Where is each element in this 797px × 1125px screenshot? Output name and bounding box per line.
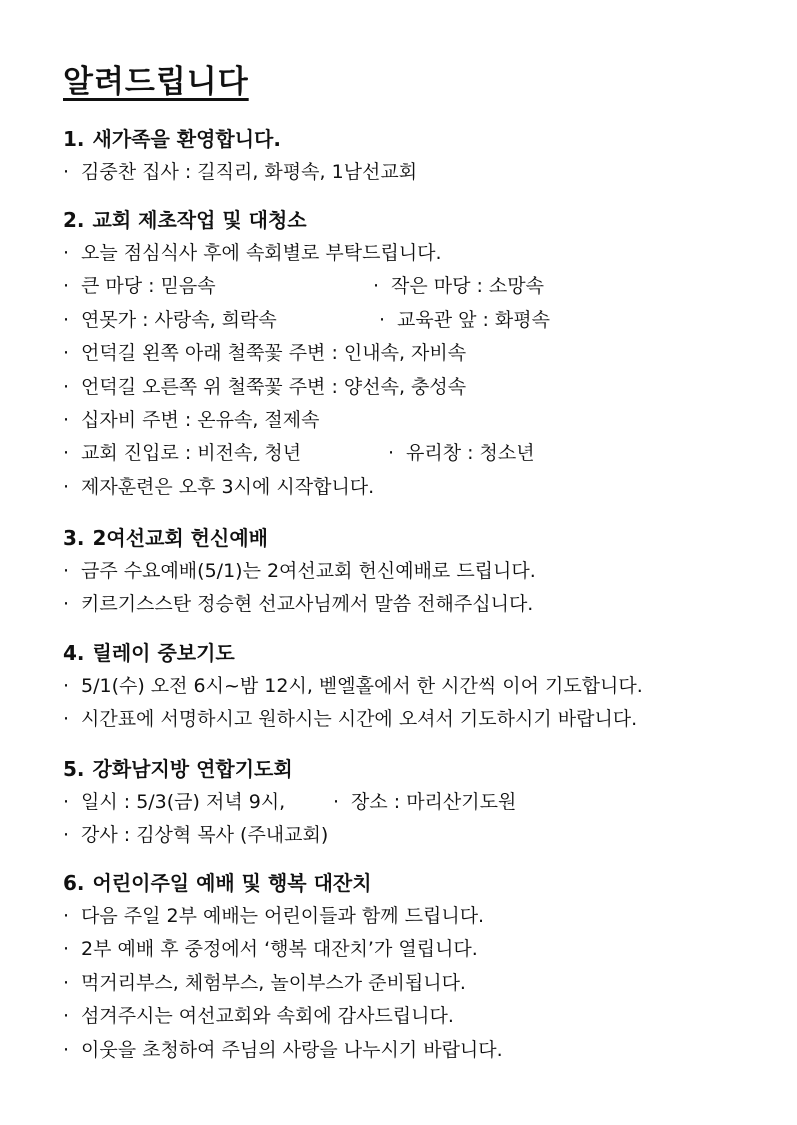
item-text: 언덕길 왼쪽 아래 철쭉꽃 주변 : 인내속, 자비속 (81, 342, 467, 365)
bullet-dot: · (63, 242, 70, 264)
section-number: 4. (63, 641, 85, 665)
item-text: 시간표에 서명하시고 원하시는 시간에 오셔서 기도하시기 바랍니다. (81, 708, 638, 731)
list-item (63, 404, 763, 437)
item-text: 큰 마당 : 믿음속 (81, 275, 216, 298)
section-number: 2. (63, 208, 85, 232)
item-second-column (379, 304, 550, 337)
section-cleanup (63, 203, 763, 504)
bullet-dot: · (63, 161, 70, 183)
list-item (63, 371, 763, 404)
list-item (63, 1000, 763, 1033)
section-heading (63, 122, 763, 156)
item-text: 키르기스스탄 정승현 선교사님께서 말씀 전해주십니다. (81, 593, 534, 616)
bullet-dot: · (63, 560, 70, 582)
page-title: 알려드립니다 (63, 64, 249, 100)
section-heading (63, 752, 763, 786)
section-title: 강화남지방 연합기도회 (92, 757, 293, 781)
list-item (63, 1034, 763, 1067)
list-item (63, 555, 763, 588)
bullet-dot: · (63, 708, 70, 731)
bullet-dot: · (63, 791, 70, 813)
bullet-dot: · (63, 342, 70, 365)
section-heading (63, 203, 763, 237)
bullet-dot: · (63, 675, 70, 697)
item-text: 제자훈련은 오후 3시에 시작합니다. (81, 475, 375, 498)
list-item (63, 237, 763, 270)
list-item (63, 670, 763, 703)
item-text: 다음 주일 2부 예배는 어린이들과 함께 드립니다. (81, 905, 485, 927)
section-number: 3. (63, 526, 85, 550)
bullet-dot: · (63, 442, 70, 465)
item-second-column (333, 786, 516, 819)
bullet-dot: · (63, 938, 70, 961)
bullet-dot: · (63, 905, 70, 927)
bullet-dot: · (373, 275, 380, 298)
bullet-dot: · (333, 791, 340, 813)
bullet-dot: · (63, 593, 70, 616)
item-text: 강사 : 김상혁 목사 (주내교회) (81, 824, 329, 847)
section-joint-prayer-meeting (63, 752, 763, 853)
bullet-dot: · (63, 971, 70, 994)
section-relay-prayer (63, 636, 763, 737)
list-item (63, 304, 763, 337)
bullet-dot: · (63, 824, 70, 847)
item-text: 작은 마당 : 소망속 (391, 275, 544, 298)
bullet-dot: · (63, 308, 70, 331)
section-title: 릴레이 중보기도 (92, 641, 235, 665)
item-text: 교회 진입로 : 비전속, 청년 (81, 442, 302, 465)
bullet-dot: · (63, 475, 70, 498)
list-item (63, 900, 763, 933)
item-text: 십자비 주변 : 온유속, 절제속 (81, 408, 320, 431)
item-text: 금주 수요예배(5/1)는 2여선교회 헌신예배로 드립니다. (81, 560, 536, 582)
bullet-dot: · (63, 1038, 70, 1061)
item-text: 일시 : 5/3(금) 저녁 9시, (81, 791, 286, 813)
item-text: 오늘 점심식사 후에 속회별로 부탁드립니다. (81, 242, 442, 264)
section-title: 교회 제초작업 및 대청소 (92, 208, 307, 232)
list-item (63, 156, 763, 189)
list-item (63, 270, 763, 303)
bullet-dot: · (63, 275, 70, 298)
bullet-dot: · (379, 308, 386, 331)
bullet-dot: · (388, 442, 395, 465)
section-childrens-sunday (63, 866, 763, 1067)
item-text: 2부 예배 후 중정에서 ‘행복 대잔치’가 열립니다. (81, 938, 478, 961)
item-text: 언덕길 오른쪽 위 철쭉꽃 주변 : 양선속, 충성속 (81, 375, 467, 398)
bullet-dot: · (63, 375, 70, 398)
section-number: 5. (63, 757, 85, 781)
item-text: 교육관 앞 : 화평속 (397, 308, 550, 331)
section-heading (63, 636, 763, 670)
section-new-family (63, 122, 763, 189)
bullet-dot: · (63, 408, 70, 431)
list-item (63, 337, 763, 370)
section-number: 1. (63, 127, 85, 151)
list-item (63, 471, 763, 504)
bullet-dot: · (63, 1005, 70, 1028)
list-item (63, 967, 763, 1000)
item-text: 섬겨주시는 여선교회와 속회에 감사드립니다. (81, 1005, 454, 1028)
section-title: 새가족을 환영합니다. (92, 127, 281, 151)
item-second-column (388, 437, 535, 470)
item-text: 이웃을 초청하여 주님의 사랑을 나누시기 바랍니다. (81, 1038, 503, 1061)
item-text: 김중찬 집사 : 길직리, 화평속, 1남선교회 (81, 161, 418, 183)
item-text: 장소 : 마리산기도원 (351, 791, 517, 813)
list-item (63, 933, 763, 966)
section-number: 6. (63, 871, 85, 895)
item-text: 먹거리부스, 체험부스, 놀이부스가 준비됩니다. (81, 971, 466, 994)
section-heading (63, 866, 763, 900)
item-text: 연못가 : 사랑속, 희락속 (81, 308, 277, 331)
list-item (63, 437, 763, 470)
item-text: 유리창 : 청소년 (406, 442, 535, 465)
section-title: 어린이주일 예배 및 행복 대잔치 (92, 871, 372, 895)
section-heading (63, 521, 763, 555)
list-item (63, 588, 763, 621)
list-item (63, 703, 763, 736)
section-title: 2여선교회 헌신예배 (92, 526, 268, 550)
section-dedication-service (63, 521, 763, 622)
item-text: 5/1(수) 오전 6시~밤 12시, 벧엘홀에서 한 시간씩 이어 기도합니다. (81, 675, 643, 697)
list-item (63, 786, 763, 819)
item-second-column (373, 270, 544, 303)
list-item (63, 819, 763, 852)
